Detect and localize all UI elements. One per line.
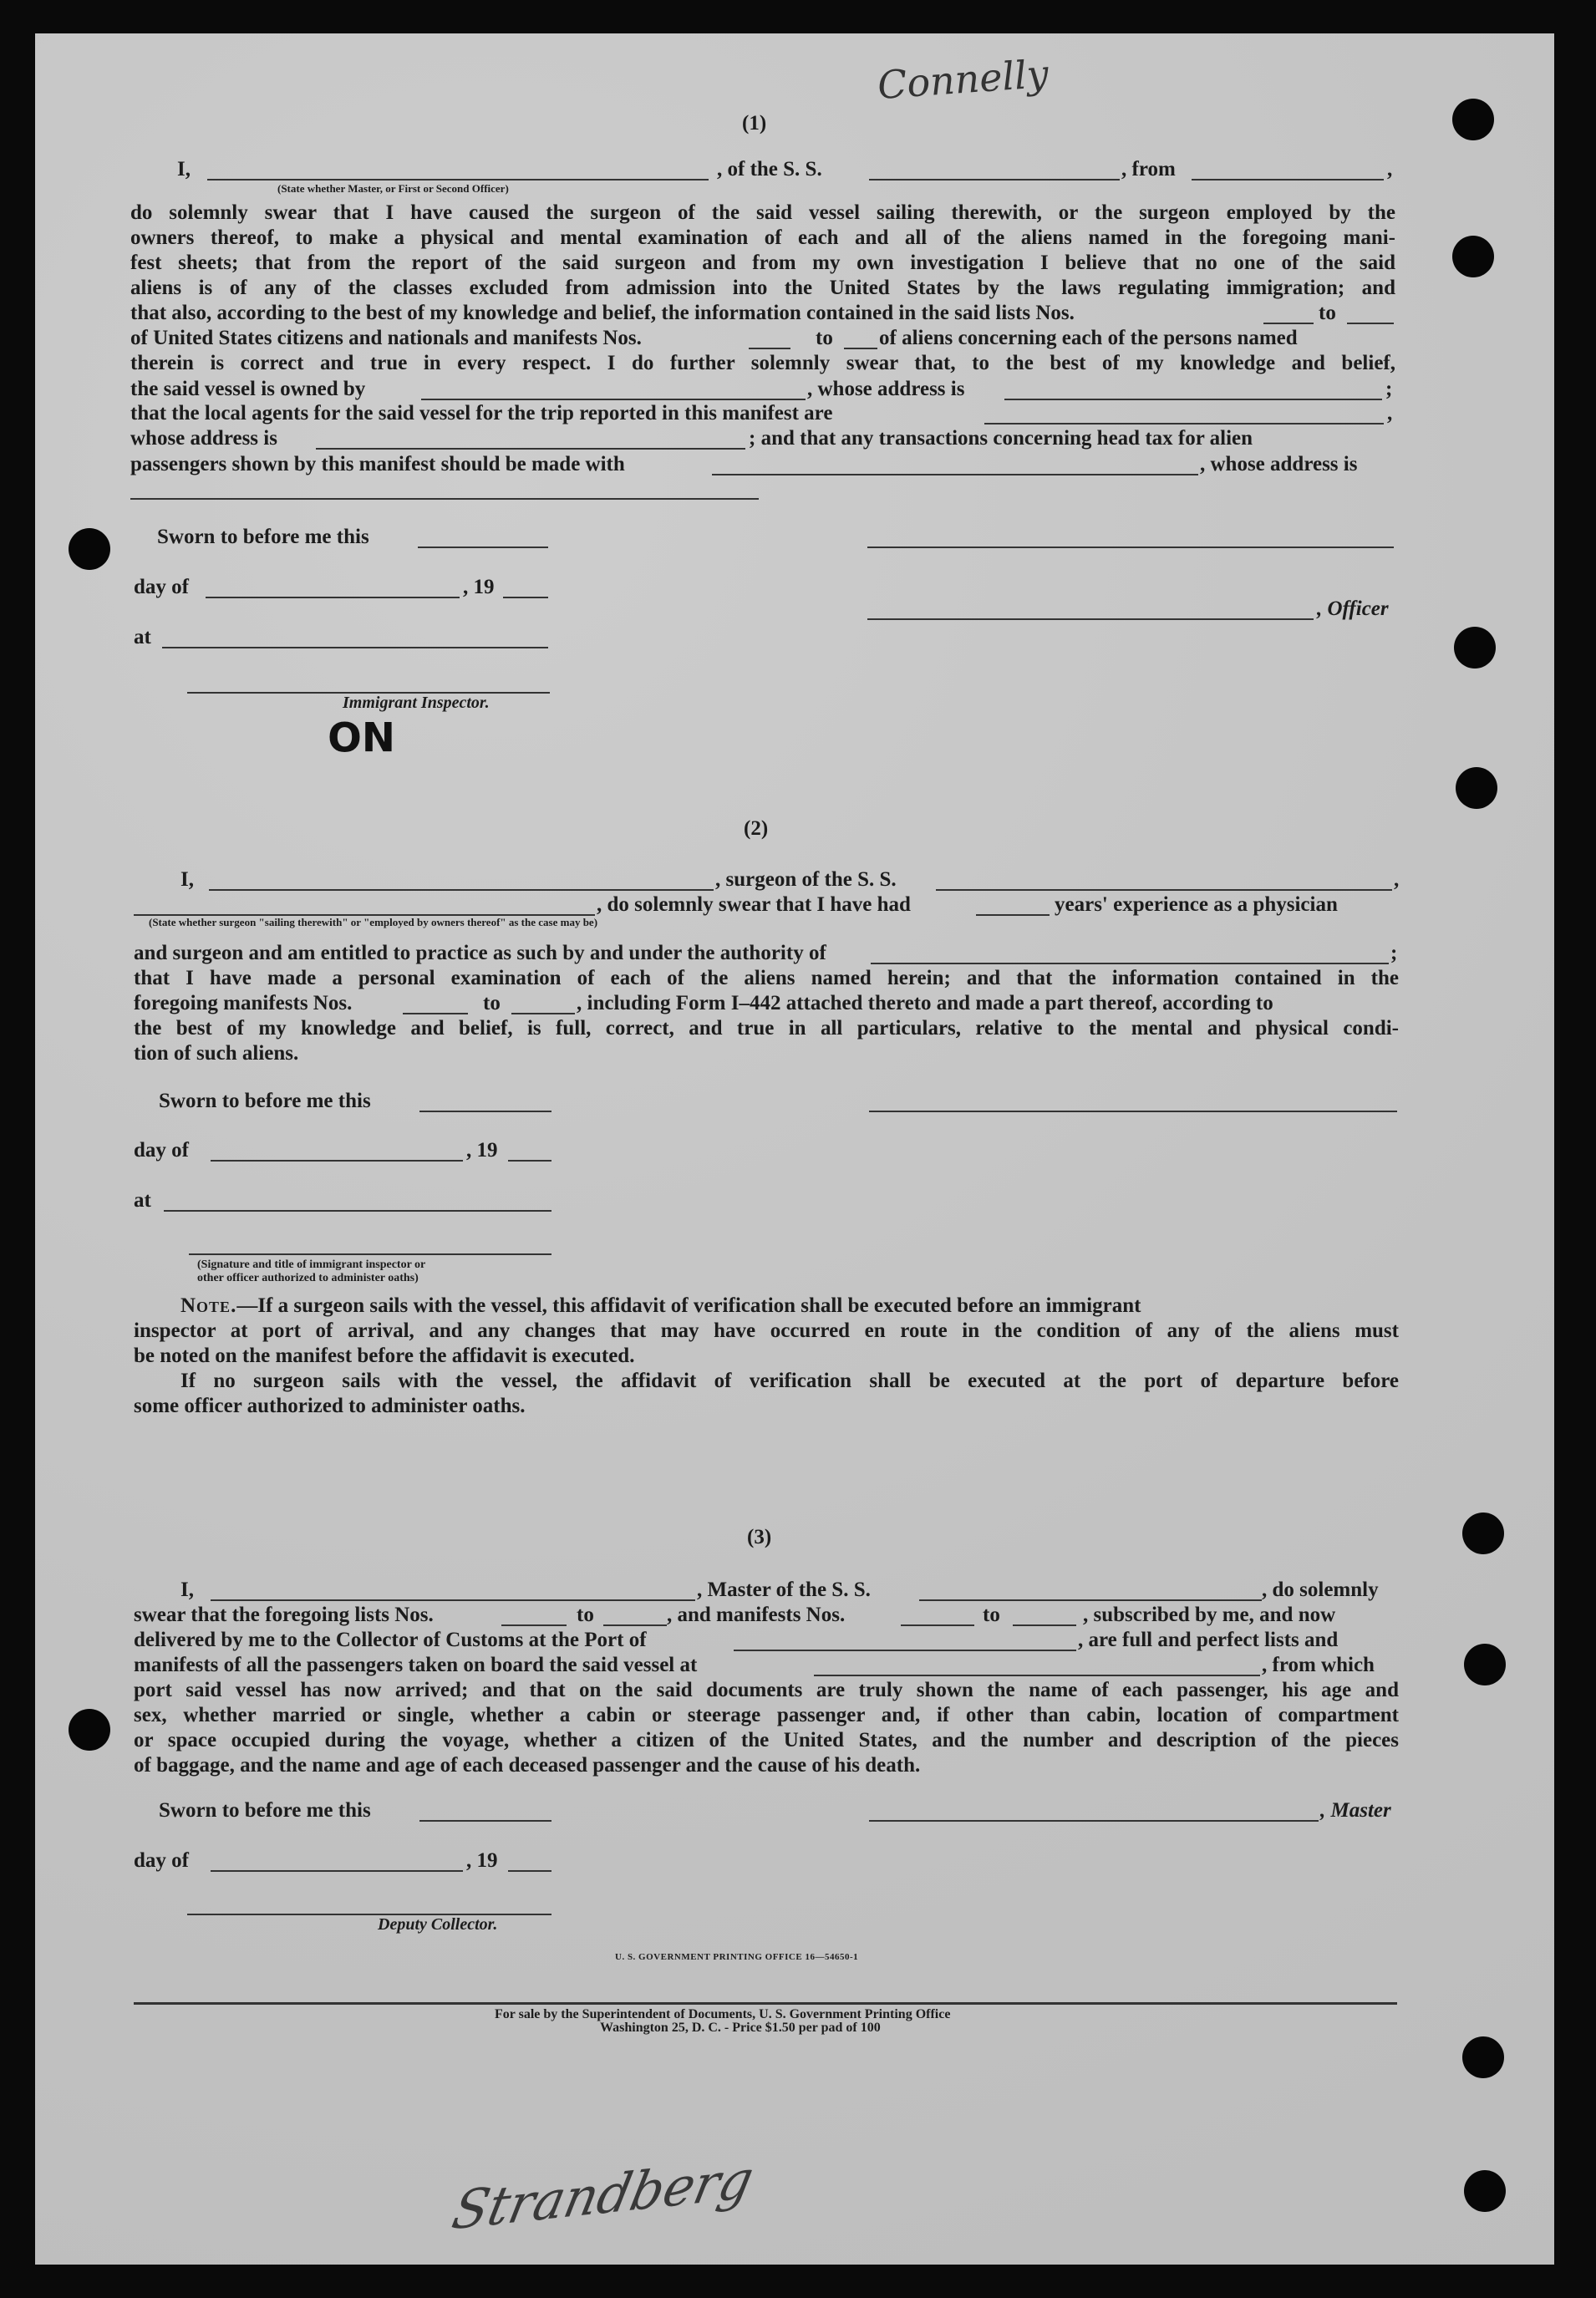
punch-hole — [69, 528, 110, 570]
punch-hole — [1464, 1644, 1506, 1685]
day-of-blank[interactable] — [211, 1160, 463, 1162]
surgeon-signature-blank[interactable] — [869, 1111, 1397, 1112]
head-tax-party-blank[interactable] — [712, 474, 1198, 475]
manifests-to-blank[interactable] — [1013, 1624, 1076, 1626]
lists-from-blank[interactable] — [1263, 323, 1314, 324]
year-blank[interactable] — [503, 597, 548, 598]
caption: (State whether Master, or First or Second Officer) — [277, 182, 509, 195]
master-signature-blank[interactable] — [869, 1820, 1319, 1822]
at-place-blank[interactable] — [164, 1210, 551, 1212]
sworn-date-blank[interactable] — [419, 1111, 551, 1112]
owner-blank[interactable] — [421, 399, 806, 400]
manifests-from-blank[interactable] — [403, 1013, 468, 1014]
section-2-number: (2) — [744, 817, 769, 840]
vessel-name-blank[interactable] — [869, 179, 1120, 180]
punch-hole — [1462, 2036, 1504, 2078]
manifests-to-blank[interactable] — [511, 1013, 575, 1014]
lists-to-blank[interactable] — [1347, 323, 1394, 324]
surgeon-name-blank[interactable] — [209, 889, 714, 891]
punch-hole — [1464, 2170, 1506, 2212]
master-name-blank[interactable] — [207, 179, 709, 180]
owner-address-blank[interactable] — [1004, 399, 1382, 400]
from-port-blank[interactable] — [1192, 179, 1384, 180]
manifests-from-blank[interactable] — [901, 1624, 974, 1626]
manifests-to-blank[interactable] — [844, 348, 877, 349]
master-name-blank[interactable] — [211, 1599, 695, 1601]
sworn-date-blank[interactable] — [419, 1820, 551, 1822]
note-label: Note. — [180, 1294, 237, 1317]
punch-hole — [1462, 1513, 1504, 1554]
year-blank[interactable] — [508, 1160, 551, 1162]
year-blank[interactable] — [508, 1870, 551, 1872]
embark-port-blank[interactable] — [814, 1675, 1260, 1676]
caption: (State whether surgeon "sailing therewith" or "employed by owners thereof" as the case may be) — [149, 916, 598, 928]
head-tax-address-blank[interactable] — [130, 498, 759, 500]
sworn-date-blank[interactable] — [418, 547, 548, 548]
officer-signature-blank[interactable] — [867, 547, 1394, 548]
handwritten-note: Connelly — [876, 50, 1050, 109]
inspector-label: Immigrant Inspector. — [343, 694, 490, 712]
day-of-blank[interactable] — [206, 597, 460, 598]
deputy-collector-label: Deputy Collector. — [378, 1915, 498, 1934]
punch-hole — [1452, 99, 1494, 140]
day-of-blank[interactable] — [211, 1870, 463, 1872]
sale-line-1: For sale by the Superintendent of Documents, U. S. Government Printing Office — [495, 2007, 951, 2021]
gpo-imprint: U. S. GOVERNMENT PRINTING OFFICE 16—54650-1 — [615, 1952, 859, 1962]
surgeon-vessel-blank[interactable] — [936, 889, 1392, 891]
officer-signature-blank[interactable] — [189, 1253, 551, 1255]
port-blank[interactable] — [734, 1650, 1076, 1651]
agents-address-blank[interactable] — [316, 448, 745, 450]
section-3-number: (3) — [747, 1526, 772, 1548]
years-experience-blank[interactable] — [976, 914, 1050, 916]
at-place-blank[interactable] — [162, 647, 548, 648]
manifests-from-blank[interactable] — [749, 348, 790, 349]
vessel-name-blank[interactable] — [919, 1599, 1262, 1601]
punch-hole — [69, 1709, 110, 1751]
handwritten-no-mark: NO — [328, 712, 395, 759]
punch-hole — [1454, 627, 1496, 669]
sale-line-2: Washington 25, D. C. - Price $1.50 per pad of 100 — [600, 2021, 881, 2035]
section-1-number: (1) — [742, 112, 767, 135]
lists-from-blank[interactable] — [501, 1624, 567, 1626]
lists-to-blank[interactable] — [603, 1624, 667, 1626]
authority-blank[interactable] — [871, 963, 1389, 964]
punch-hole — [1452, 236, 1494, 277]
punch-hole — [1456, 767, 1497, 809]
local-agents-blank[interactable] — [984, 423, 1384, 425]
footer-rule — [134, 2002, 1397, 2005]
officer-title-blank[interactable] — [867, 618, 1314, 620]
handwritten-signature: Strandberg — [447, 2148, 760, 2242]
